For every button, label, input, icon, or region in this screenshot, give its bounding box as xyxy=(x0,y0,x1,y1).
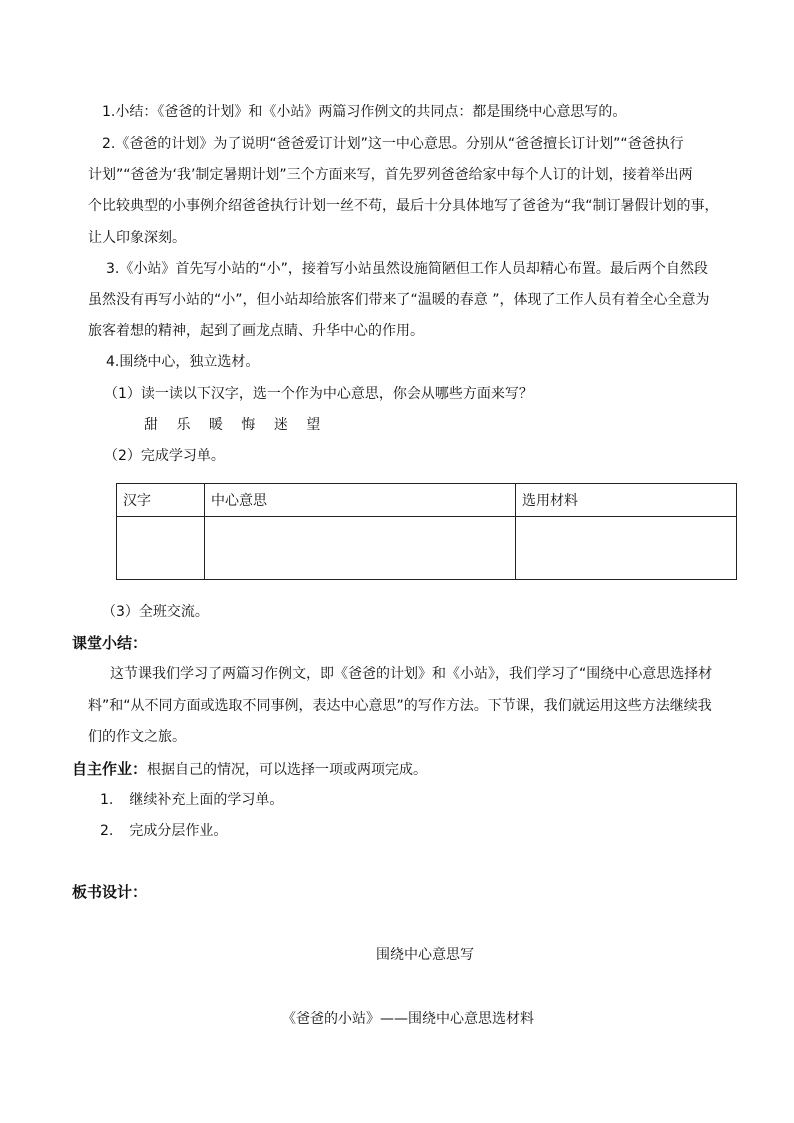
homework-item-number: 2. xyxy=(100,823,114,839)
character-item: 乐 xyxy=(176,417,191,433)
homework-intro: 根据自己的情况，可以选择一项或两项完成。 xyxy=(147,762,428,778)
table-header-cell: 选用材料 xyxy=(516,484,737,517)
character-item: 望 xyxy=(306,417,321,433)
character-item: 悔 xyxy=(241,417,256,433)
homework-item xyxy=(100,821,227,841)
board-design-heading: 板书设计： xyxy=(72,883,148,901)
summary-line-3: 们的作文之旅。 xyxy=(88,729,186,745)
character-item: 甜 xyxy=(144,417,158,433)
paragraph-3-line-2: 虽然没有再写小站的“小”，但小站却给旅客们带来了“温暖的春意 ”，体现了工作人员有着全心全意为 xyxy=(88,292,710,308)
table-cell xyxy=(205,517,516,580)
paragraph-2-line-4: 让人印象深刻。 xyxy=(88,230,186,246)
summary-line-1: 这节课我们学习了两篇习作例文，即《爸爸的计划》和《小站》，我们学习了“围绕中心意思选择材 xyxy=(110,666,713,682)
paragraph-3-line-3: 旅客着想的精神，起到了画龙点睛、升华中心的作用。 xyxy=(88,323,424,339)
homework-section xyxy=(72,759,427,780)
paragraph-2-line-3: 个比较典型的小事例介绍爸爸执行计划一丝不苟，最后十分具体地写了爸爸为“我“制订暑假计划的事， xyxy=(88,198,719,214)
paragraph-4: 4.围绕中心，独立选材。 xyxy=(106,354,260,370)
paragraph-2-line-2: 计划”“爸爸为‘我’制定暑期计划”三个方面来写，首先罗列爸爸给家中每个人订的计划，接着举出两 xyxy=(88,167,693,183)
paragraph-3-line-1: 3.《小站》首先写小站的“小”，接着写小站虽然设施简陋但工作人员却精心布置。最后两个自然段 xyxy=(106,261,708,277)
question-3: （3）全班交流。 xyxy=(102,604,209,620)
table-header-cell: 汉字 xyxy=(117,484,205,517)
table-row xyxy=(117,517,737,580)
question-2: （2）完成学习单。 xyxy=(104,448,225,464)
homework-item-text: 完成分层作业。 xyxy=(129,823,228,839)
summary-line-2: 料”和“从不同方面或选取不同事例，表达中心意思”的写作方法。下节课，我们就运用这些方法继续我 xyxy=(88,698,712,714)
paragraph-1: 1.小结：《爸爸的计划》和《小站》两篇习作例文的共同点：都是围绕中心意思写的。 xyxy=(102,104,627,120)
homework-item-number: 1. xyxy=(100,792,114,808)
question-1: （1）读一读以下汉字，选一个作为中心意思，你会从哪些方面来写？ xyxy=(104,386,533,402)
board-line: 《爸爸的小站》——围绕中心意思选材料 xyxy=(282,1011,534,1027)
table-header-cell: 中心意思 xyxy=(205,484,516,517)
character-item: 暖 xyxy=(208,417,223,433)
homework-item-text: 继续补充上面的学习单。 xyxy=(129,792,284,808)
table-header-row xyxy=(117,484,737,517)
homework-item xyxy=(100,790,283,810)
character-item: 迷 xyxy=(273,417,288,433)
paragraph-2-line-1: 2.《爸爸的计划》为了说明“爸爸爱订计划”这一中心意思。分别从“爸爸擅长订计划”“爸爸执行 xyxy=(102,136,684,152)
summary-heading: 课堂小结： xyxy=(72,634,148,652)
board-title: 围绕中心意思写 xyxy=(376,947,474,963)
homework-heading: 自主作业： xyxy=(72,760,148,778)
table-cell xyxy=(516,517,737,580)
study-sheet-table xyxy=(116,483,737,580)
character-list xyxy=(144,415,334,435)
table-cell xyxy=(117,517,205,580)
